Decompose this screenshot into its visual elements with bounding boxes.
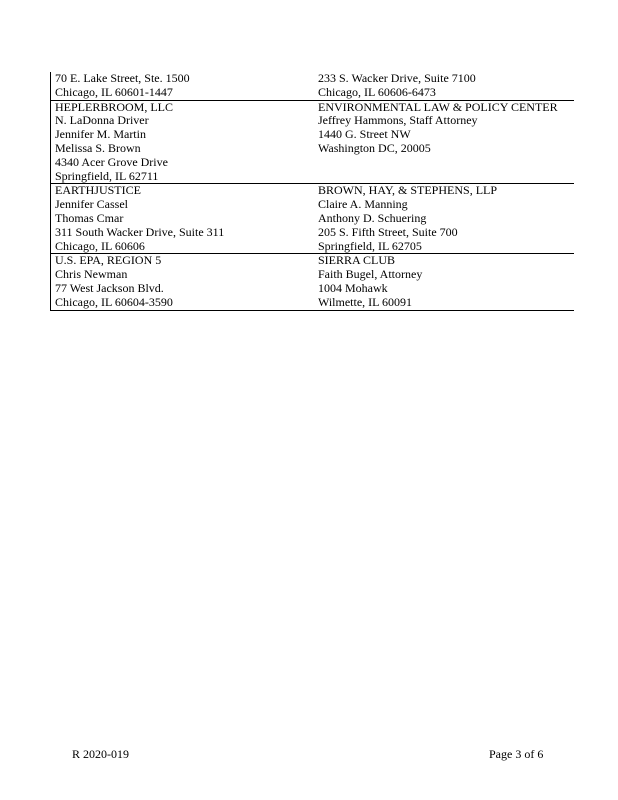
contact-name: Claire A. Manning [318, 197, 408, 212]
address-line: 4340 Acer Grove Drive [55, 154, 168, 169]
contact-name: Melissa S. Brown [55, 140, 141, 155]
address-line: 311 South Wacker Drive, Suite 311 [55, 224, 225, 239]
organization-name: HEPLERBROOM, LLC [55, 100, 174, 114]
table-row [51, 72, 574, 101]
city-line: Chicago, IL 60606-6473 [318, 84, 436, 99]
address-line: 205 S. Fifth Street, Suite 700 [318, 224, 458, 239]
organization-name: EARTHJUSTICE [55, 184, 141, 198]
city-line: Springfield, IL 62705 [318, 238, 422, 253]
contact-name: Jennifer Cassel [55, 197, 128, 212]
table-row [51, 254, 574, 310]
address-line: 233 S. Wacker Drive, Suite 7100 [318, 72, 476, 85]
address-line: 1004 Mohawk [318, 280, 388, 295]
contact-name: Jennifer M. Martin [55, 127, 146, 142]
right-party-cell [314, 184, 574, 253]
service-list-table [50, 72, 574, 311]
address-line: 70 E. Lake Street, Ste. 1500 [55, 72, 190, 85]
left-party-cell [51, 72, 314, 100]
city-line: Chicago, IL 60606 [55, 238, 145, 253]
organization-name: ENVIRONMENTAL LAW & POLICY CENTER [318, 100, 558, 114]
page-number: Page 3 of 6 [489, 747, 544, 761]
right-party-cell [314, 72, 574, 100]
contact-name: N. LaDonna Driver [55, 113, 149, 128]
left-party-cell [51, 254, 314, 309]
left-party-cell [51, 101, 314, 184]
city-line: Springfield, IL 62711 [55, 168, 159, 183]
contact-name: Thomas Cmar [55, 210, 124, 225]
left-party-cell [51, 184, 314, 253]
contact-name: Jeffrey Hammons, Staff Attorney [318, 113, 478, 128]
address-line: 1440 G. Street NW [318, 127, 411, 142]
organization-name: BROWN, HAY, & STEPHENS, LLP [318, 184, 498, 198]
right-party-cell [314, 254, 574, 309]
organization-name: SIERRA CLUB [318, 254, 396, 268]
contact-name: Faith Bugel, Attorney [318, 267, 423, 282]
city-line: Chicago, IL 60601-1447 [55, 84, 173, 99]
address-line: 77 West Jackson Blvd. [55, 280, 164, 295]
contact-name: Anthony D. Schuering [318, 210, 427, 225]
city-line: Chicago, IL 60604-3590 [55, 294, 173, 309]
city-line: Washington DC, 20005 [318, 140, 431, 155]
city-line: Wilmette, IL 60091 [318, 294, 413, 309]
right-party-cell [314, 101, 574, 184]
contact-name: Chris Newman [55, 267, 128, 282]
table-row [51, 101, 574, 185]
table-row [51, 184, 574, 254]
organization-name: U.S. EPA, REGION 5 [55, 254, 162, 268]
case-number: R 2020-019 [72, 747, 129, 761]
